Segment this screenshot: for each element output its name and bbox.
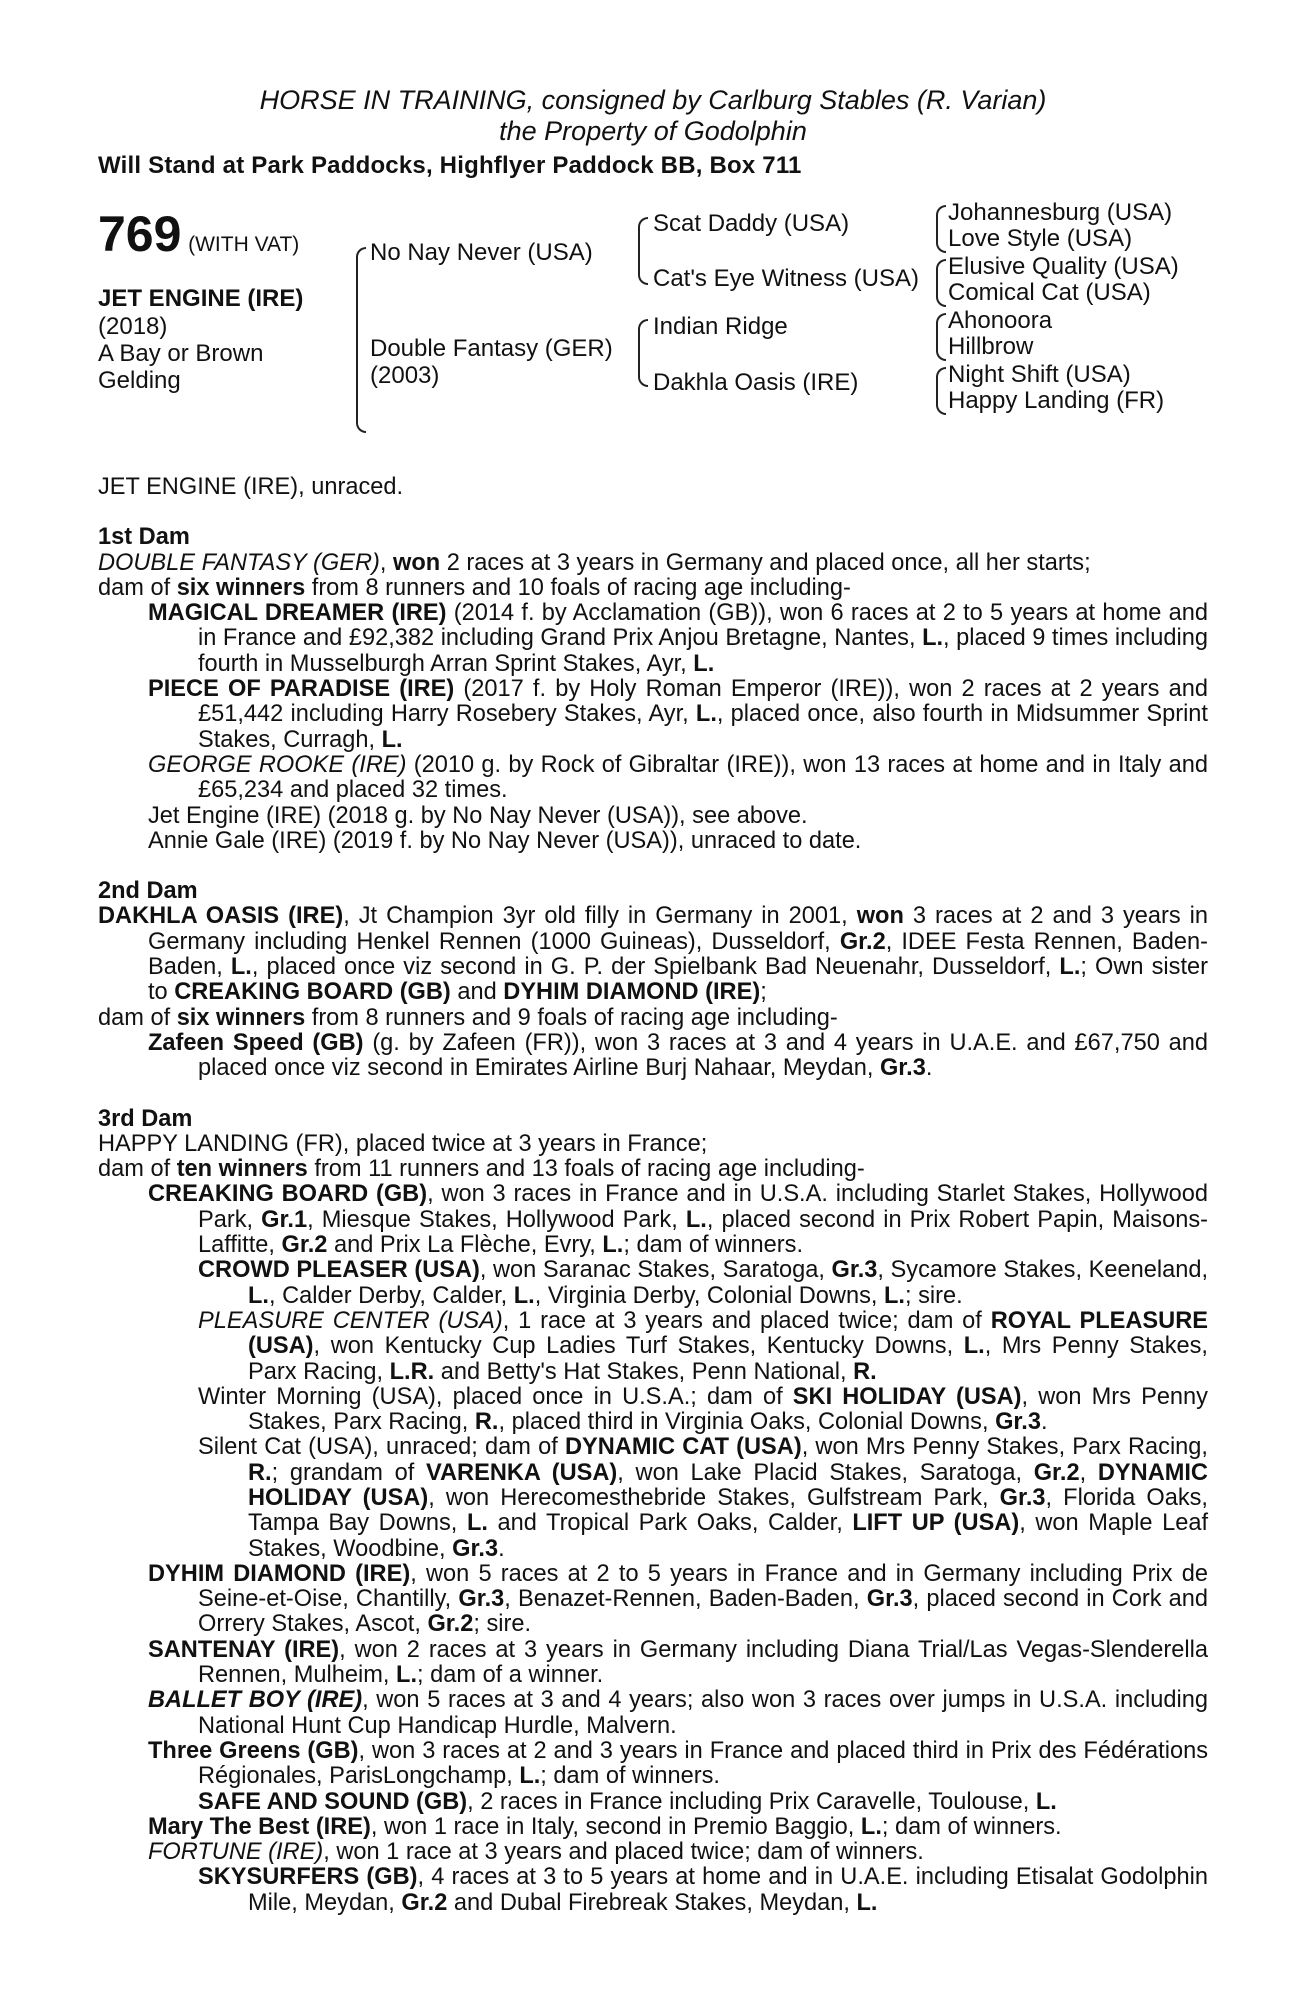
unraced-note: JET ENGINE (IRE), unraced. bbox=[98, 474, 404, 500]
produce-entry: MAGICAL DREAMER (IRE) (2014 f. by Acclamation (GB)), won 6 races at 2 to 5 years at home and in France and £92,382 including Grand Prix Anjou Bretagne, Nantes, L., placed 9 times including fourth in Musselburgh Arran Sprint Stakes, Ayr, L. bbox=[148, 600, 1208, 677]
dam-year: (2003) bbox=[370, 362, 440, 389]
bracket bbox=[936, 259, 946, 307]
lot-number-line bbox=[98, 206, 300, 262]
first-dam-heading: 1st Dam bbox=[98, 524, 190, 551]
catalogue-page bbox=[98, 85, 1208, 1916]
second-dam-produce: dam of six winners from 8 runners and 9 foals of racing age including- bbox=[98, 1004, 838, 1031]
horse-name: JET ENGINE (IRE) bbox=[98, 285, 304, 312]
consignment-line: HORSE IN TRAINING, consigned by Carlburg Stables (R. Varian) bbox=[259, 85, 1047, 115]
dam: Double Fantasy (GER) bbox=[370, 335, 613, 362]
sds: Elusive Quality (USA) bbox=[948, 253, 1179, 280]
dsd: Hillbrow bbox=[948, 333, 1034, 360]
first-dam-line: DOUBLE FANTASY (GER), won 2 races at 3 years in Germany and placed once, all her starts; bbox=[98, 549, 1091, 576]
produce-entry: Jet Engine (IRE) (2018 g. by No Nay Never (USA)), see above. bbox=[148, 802, 808, 829]
horse-desc-1: A Bay or Brown bbox=[98, 340, 264, 367]
location-line: Will Stand at Park Paddocks, Highflyer Paddock BB, Box 711 bbox=[98, 152, 802, 179]
dss: Ahonoora bbox=[948, 307, 1053, 334]
produce-entry: Annie Gale (IRE) (2019 f. by No Nay Never (USA)), unraced to date. bbox=[148, 827, 862, 854]
produce-entry: PLEASURE CENTER (USA), 1 race at 3 years and placed twice; dam of ROYAL PLEASURE (USA), won Kentucky Cup Ladies Turf Stakes, Kentucky Downs, L., Mrs Penny Stakes, Parx Racing, L.R. and Betty's Hat Stakes, Penn National, R. bbox=[198, 1307, 1208, 1385]
bracket bbox=[356, 247, 366, 433]
produce-entry: FORTUNE (IRE), won 1 race at 3 years and placed twice; dam of winners. bbox=[148, 1839, 924, 1866]
produce-entry: SANTENAY (IRE), won 2 races at 3 years in Germany including Diana Trial/Las Vegas-Slenderella Rennen, Mulheim, L.; dam of a winner. bbox=[148, 1636, 1208, 1689]
produce-entry: Winter Morning (USA), placed once in U.S.A.; dam of SKI HOLIDAY (USA), won Mrs Penny Stakes, Parx Racing, R., placed third in Virginia Oaks, Colonial Downs, Gr.3. bbox=[198, 1383, 1208, 1436]
sdd: Comical Cat (USA) bbox=[948, 279, 1151, 306]
ssd: Love Style (USA) bbox=[948, 225, 1133, 252]
bracket bbox=[936, 313, 946, 361]
produce-entry: PIECE OF PARADISE (IRE) (2017 f. by Holy Roman Emperor (IRE)), won 2 races at 2 years and £51,442 including Harry Rosebery Stakes, Ayr, L., placed once, also fourth in Midsummer Sprint Stakes, Curragh, L. bbox=[148, 676, 1208, 753]
bracket bbox=[638, 319, 648, 387]
property-line: the Property of Godolphin bbox=[499, 116, 807, 146]
sire-sire: Scat Daddy (USA) bbox=[653, 210, 850, 237]
third-dam-line: HAPPY LANDING (FR), placed twice at 3 years in France; bbox=[98, 1130, 708, 1157]
catalogue-body bbox=[98, 475, 1208, 1916]
produce-entry: DYHIM DIAMOND (IRE), won 5 races at 2 to 5 years in France and in Germany including Prix de Seine-et-Oise, Chantilly, Gr.3, Benazet-Rennen, Baden-Baden, Gr.3, placed second in Cork and Orrery Stakes, Ascot, Gr.2; sire. bbox=[148, 1560, 1209, 1638]
horse-year: (2018) bbox=[98, 313, 168, 340]
produce-entry: Silent Cat (USA), unraced; dam of DYNAMIC CAT (USA), won Mrs Penny Stakes, Parx Racing, R.; grandam of VARENKA (USA), won Lake Placid Stakes, Saratoga, Gr.2, DYNAMIC HOLIDAY (USA), won Herecomesthebride Stakes, Gulfstream Park, Gr.3, Florida Oaks, Tampa Bay Downs, L. and Tropical Park Oaks, Calder, LIFT UP (USA), won Maple Leaf Stakes, Woodbine, Gr.3. bbox=[198, 1434, 1209, 1562]
dam-sire: Indian Ridge bbox=[653, 313, 788, 340]
dds: Night Shift (USA) bbox=[948, 361, 1131, 388]
produce-entry: Zafeen Speed (GB) (g. by Zafeen (FR)), won 3 races at 3 and 4 years in U.A.E. and £67,750 and placed once viz second in Emirates Airline Burj Nahaar, Meydan, Gr.3. bbox=[148, 1029, 1208, 1082]
third-dam-heading: 3rd Dam bbox=[98, 1105, 193, 1132]
second-dam-heading: 2nd Dam bbox=[98, 878, 198, 905]
pedigree-table bbox=[98, 199, 1208, 449]
lot-number: 769 bbox=[98, 206, 182, 262]
horse-desc-2: Gelding bbox=[98, 367, 181, 394]
produce-entry: Three Greens (GB), won 3 races at 2 and 3 years in France and placed third in Prix des Fédérations Régionales, ParisLongchamp, L.; dam of winners. bbox=[148, 1737, 1209, 1790]
produce-entry: SAFE AND SOUND (GB), 2 races in France including Prix Caravelle, Toulouse, L. bbox=[198, 1788, 1057, 1815]
produce-entry: SKYSURFERS (GB), 4 races at 3 to 5 years at home and in U.A.E. including Etisalat Godolphin Mile, Meydan, Gr.2 and Dubal Firebreak Stakes, Meydan, L. bbox=[198, 1864, 1208, 1916]
vat-label: (WITH VAT) bbox=[188, 233, 300, 256]
produce-entry: CROWD PLEASER (USA), won Saranac Stakes, Saratoga, Gr.3, Sycamore Stakes, Keeneland, L., Calder Derby, Calder, L., Virginia Derby, Colonial Downs, L.; sire. bbox=[198, 1257, 1208, 1309]
produce-entry: BALLET BOY (IRE), won 5 races at 3 and 4 years; also won 3 races over jumps in U.S.A. including National Hunt Cup Handicap Hurdle, Malvern. bbox=[148, 1687, 1208, 1739]
third-dam-produce: dam of ten winners from 11 runners and 13 foals of racing age including- bbox=[98, 1156, 865, 1183]
produce-entry: GEORGE ROOKE (IRE) (2010 g. by Rock of Gibraltar (IRE)), won 13 races at home and in Italy and £65,234 and placed 32 times. bbox=[148, 751, 1208, 804]
bracket bbox=[936, 367, 946, 415]
ddd: Happy Landing (FR) bbox=[948, 387, 1165, 414]
first-dam-produce: dam of six winners from 8 runners and 10 foals of racing age including- bbox=[98, 574, 851, 601]
sss: Johannesburg (USA) bbox=[948, 199, 1173, 226]
sire-dam: Cat's Eye Witness (USA) bbox=[653, 265, 919, 292]
bracket bbox=[936, 205, 946, 253]
bracket bbox=[638, 217, 648, 285]
second-dam-line: DAKHLA OASIS (IRE), Jt Champion 3yr old filly in Germany in 2001, won 3 races at 2 and 3 years in Germany including Henkel Rennen (1000 Guineas), Dusseldorf, Gr.2, IDEE Festa Rennen, Baden-Baden, L., placed once viz second in G. P. der Spielbank Bad Neuenahr, Dusseldorf, L.; Own sister to CREAKING BOARD (GB) and DYHIM DIAMOND (IRE); bbox=[98, 903, 1208, 1006]
sire: No Nay Never (USA) bbox=[370, 239, 593, 266]
dam-dam: Dakhla Oasis (IRE) bbox=[653, 369, 859, 396]
produce-entry: Mary The Best (IRE), won 1 race in Italy, second in Premio Baggio, L.; dam of winners. bbox=[148, 1813, 1062, 1840]
produce-entry: CREAKING BOARD (GB), won 3 races in France and in U.S.A. including Starlet Stakes, Hollywood Park, Gr.1, Miesque Stakes, Hollywood Park, L., placed second in Prix Robert Papin, Maisons-Laffitte, Gr.2 and Prix La Flèche, Evry, L.; dam of winners. bbox=[148, 1181, 1208, 1259]
